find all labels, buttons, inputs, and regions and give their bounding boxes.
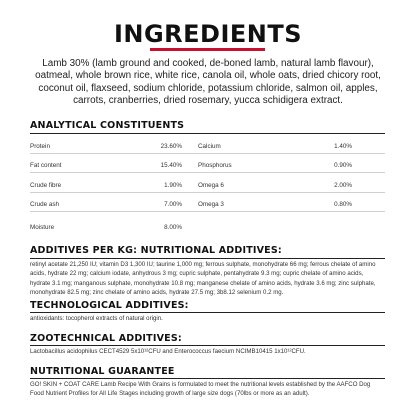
ingredients-list: Lamb 30% (lamb ground and cooked, de-boned lamb, natural lamb flavour), oatmeal, whole brown rice, white rice, canola oil, whole oats, dried chicory root, coconut oil, flaxseed, sodium chloride, potassium chloride, salmon oil, apples, carrots, cranberries, dried rosemary, yucca schidigera extract. [35,58,381,107]
section-rule [30,378,385,379]
row-right-value: 1.40% [334,143,352,150]
technological-additives-heading: TECHNOLOGICAL ADDITIVES: [30,300,189,311]
row-left-label: Protein [30,143,50,150]
row-right-label: Phosphorus [198,162,232,169]
page-title: INGREDIENTS [113,20,303,48]
section-rule [30,345,385,346]
row-left-value: 15.40% [160,162,182,169]
row-right-value: 2.00% [334,182,352,189]
nutritional-guarantee-text: GO! SKIN + COAT CARE Lamb Recipe With Grains is formulated to meet the nutritional levels established by the AAFCO Dog Food Nutrient Profiles for All Life Stages including growth of large size dogs (70lbs or more as an adult). [30,381,371,398]
row-divider [30,211,385,212]
analytical-heading: ANALYTICAL CONSTITUENTS [30,120,185,131]
row-left-value: 23.60% [160,143,182,150]
title-underline [150,48,265,51]
row-left-value: 8.00% [164,224,182,231]
row-right-label: Omega 3 [198,201,224,208]
row-right-value: 0.90% [334,162,352,169]
row-right-label: Omega 6 [198,182,224,189]
row-divider [30,192,385,193]
nutritional-additives-heading: ADDITIVES PER KG: NUTRITIONAL ADDITIVES: [30,245,282,256]
section-rule [30,312,385,313]
row-right-value: 0.80% [334,201,352,208]
zootechnical-additives-text: Lactobacillus acidophilus CECT4529 5x10¹²CFU and Enterococcus faecium NCIMB10415 1x10¹²CFU. [30,348,306,355]
row-left-label: Moisture [30,224,55,231]
technological-additives-text: antioxidants: tocopherol extracts of natural origin. [30,315,163,322]
section-rule [30,133,385,134]
row-divider [30,153,385,154]
row-left-label: Fat content [30,162,62,169]
nutritional-additives-text: retinyl acetate 21,250 IU; vitamin D3 1,300 IU; taurine 1,000 mg; ferrous sulphate, monohydrate 66 mg; ferrous chelate of amino acids, hydrate 22 mg; calcium iodate, anhydrous 3 mg; cupric sulphate, pentahydrate 9.3 mg; cupric chelate of amino acids, hydrate 3.1 mg; manganous sulphate, monohydrate 10.8 mg; manganese chelate of amino acids, hydrate 3.6 mg; zinc sulphate, monohydrate 82.5 mg; zinc chelate of amino acids, hydrate 27.5 mg; 3b8.12 selenium 0.2 mg. [30,261,376,296]
row-right-label: Calcium [198,143,221,150]
row-left-value: 1.90% [164,182,182,189]
row-left-label: Crude fibre [30,182,62,189]
section-rule [30,258,385,259]
zootechnical-additives-heading: ZOOTECHNICAL ADDITIVES: [30,333,182,344]
row-divider [30,172,385,173]
nutritional-guarantee-heading: NUTRITIONAL GUARANTEE [30,366,175,377]
row-left-label: Crude ash [30,201,60,208]
row-left-value: 7.00% [164,201,182,208]
